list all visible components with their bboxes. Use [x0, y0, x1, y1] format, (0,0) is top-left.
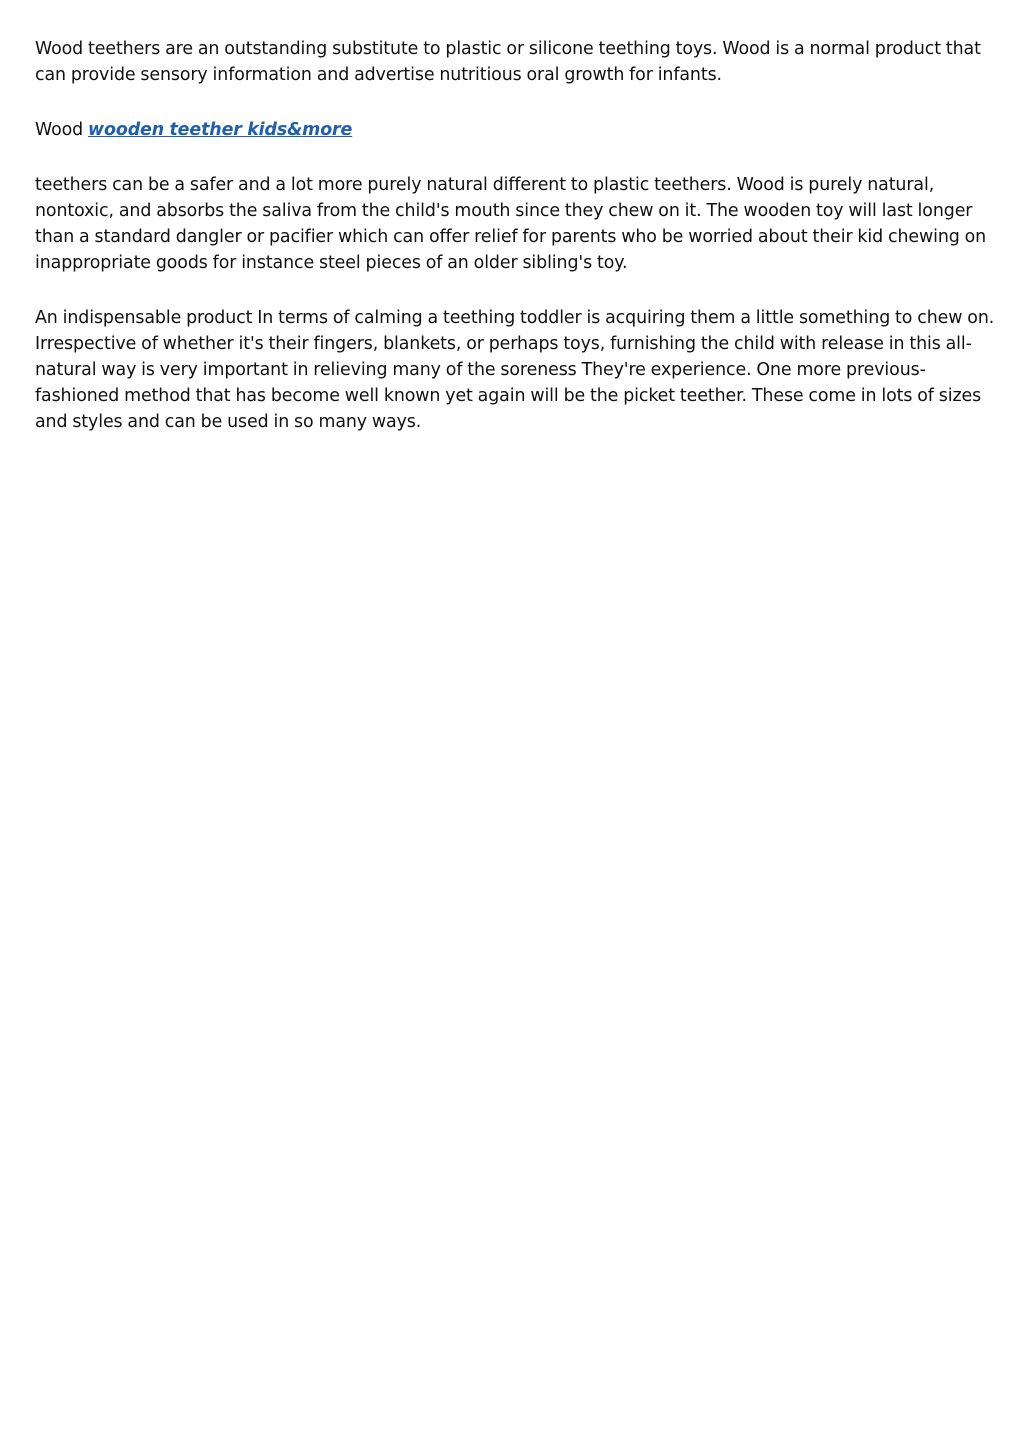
- wooden-teether-link[interactable]: wooden teether kids&more: [88, 120, 353, 140]
- document-body: [35, 36, 995, 464]
- paragraph-calming: An indispensable product In terms of calming a teething toddler is acquiring them a little something to chew on. Irrespective of whether it's their fingers, blankets, or perhaps toys, furnishing the child with release in this all-natural way is very important in relieving many of the soreness They're experience. One more previous-fashioned method that has become well known yet again will be the picket teether. These come in lots of sizes and styles and can be used in so many ways.: [35, 308, 995, 432]
- paragraph-intro: Wood teethers are an outstanding substitute to plastic or silicone teething toys. Wood is a normal product that can provide sensory information and advertise nutritious oral growth for infants.: [35, 39, 981, 85]
- paragraph-safety: teethers can be a safer and a lot more purely natural different to plastic teethers. Wood is purely natural, nontoxic, and absorbs the saliva from the child's mouth since they chew on it. The wooden toy will last longer than a standard dangler or pacifier which can offer relief for parents who be worried about their kid chewing on inappropriate goods for instance steel pieces of an older sibling's toy.: [35, 175, 987, 273]
- paragraph-link-line: [35, 117, 995, 143]
- link-line-prefix: Wood: [35, 120, 89, 140]
